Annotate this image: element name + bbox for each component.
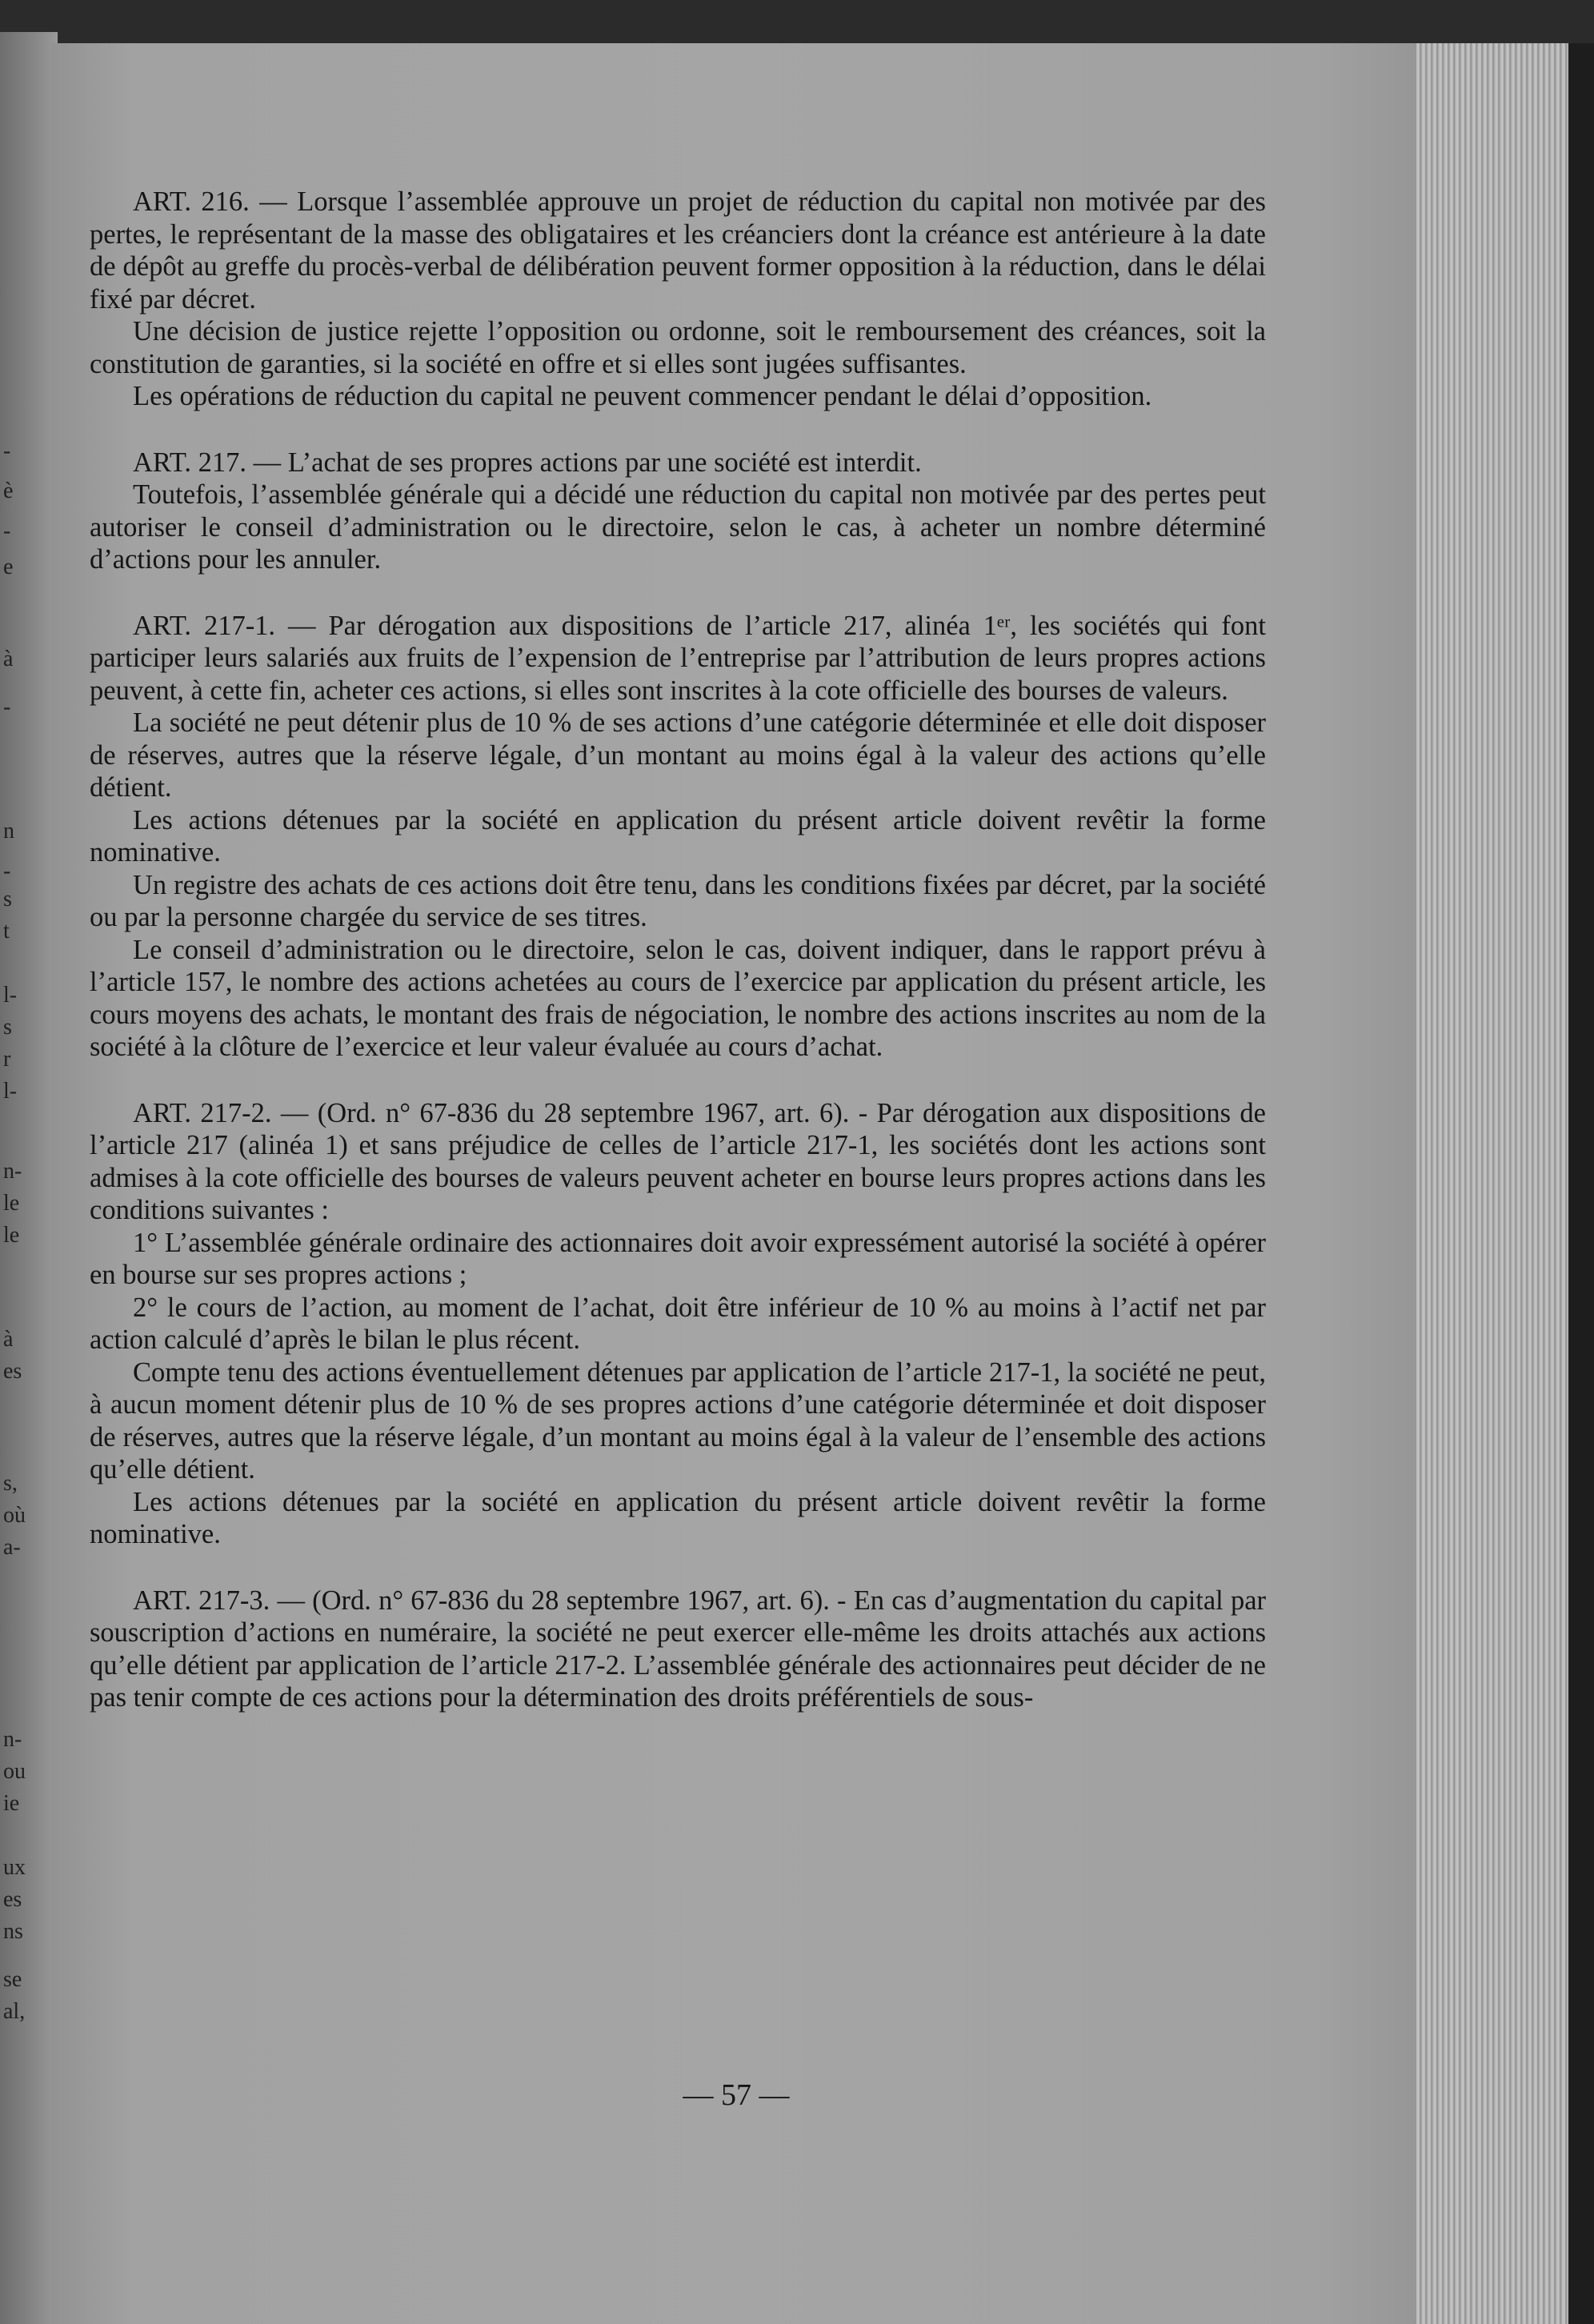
facing-page-fragment: a- [3,1535,21,1560]
facing-page-edge [0,32,58,2324]
article-217-1-paragraph-1: ART. 217-1. — Par dérogation aux dispositions de l’article 217, alinéa 1ᵉʳ, les sociétés qui font participer leurs salariés aux fruits de l’expension de l’entreprise par l’attribution de leurs propres actions peuvent, à cette fin, acheter ces actions, si elles sont inscrites à la cote officielle des bourses de valeurs. [90,610,1266,706]
facing-page-fragment: - [3,695,11,719]
article-217-3-paragraph-1: ART. 217-3. — (Ord. n° 67-836 du 28 septembre 1967, art. 6). - En cas d’augmentation du capital par souscription d’actions en numéraire, la société ne peut exercer elle-même les droits attachés aux actions qu’elle détient par application de l’article 217-2. L’assemblée générale des actionnaires peut décider de ne pas tenir compte de ces actions pour la détermination des droits préférentiels de sous- [90,1585,1266,1713]
article-217-2-item-2: 2° le cours de l’action, au moment de l’achat, doit être inférieur de 10 % au moins à l’actif net par action calculé d’après le bilan le plus récent. [90,1292,1266,1355]
page-stack-shadow [1568,43,1594,2324]
page-stack-edge [1416,43,1576,2324]
article-217-2-paragraph-4: Compte tenu des actions éventuellement détenues par application de l’article 217-1, la société ne peut, à aucun moment détenir plus de 10 % de ses propres actions d’une catégorie déterminée et doit disposer de réserves, autres que la réserve légale, d’un montant au moins égal à la valeur de l’ensemble des actions qu’elle détient. [90,1356,1266,1485]
page-body-text [90,186,1266,1714]
facing-page-fragment: n- [3,1727,22,1752]
article-217-paragraph-2: Toutefois, l’assemblée générale qui a décidé une réduction du capital non motivée par des pertes peut autoriser le conseil d’administration ou le directoire, selon le cas, à acheter un nombre déterminé d’actions pour les annuler. [90,479,1266,575]
article-217-2-item-1: 1° L’assemblée générale ordinaire des actionnaires doit avoir expressément autorisé la société à opérer en bourse sur ses propres actions ; [90,1227,1266,1290]
article-217-1-paragraph-5: Le conseil d’administration ou le directoire, selon le cas, doivent indiquer, dans le rapport prévu à l’article 157, le nombre des actions achetées au cours de l’exercice par application du présent article, les cours moyens des achats, le montant des frais de négociation, le nombre des actions inscrites au nom de la société à la clôture de l’exercice et leur valeur évaluée au cours d’achat. [90,934,1266,1062]
facing-page-fragment: al, [3,1999,26,2024]
article-217-paragraph-1: ART. 217. — L’achat de ses propres actions par une société est interdit. [133,447,922,478]
facing-page-fragment: ou [3,1759,26,1784]
facing-page-fragment: à [3,647,14,671]
facing-page-fragment: ns [3,1919,23,1944]
facing-page-fragment: - [3,439,11,463]
facing-page-fragment: s, [3,1471,18,1496]
article-217-2-paragraph-5: Les actions détenues par la société en application du présent article doivent revêtir la forme nominative. [90,1486,1266,1549]
facing-page-fragment: n- [3,1159,22,1184]
page-number: — 57 — [683,2078,790,2112]
facing-page-fragment: t [3,919,10,944]
facing-page-fragment: - [3,859,11,884]
facing-page-fragment: - [3,519,11,543]
facing-page-fragment: l- [3,983,18,1008]
facing-page-fragment: s [3,1015,12,1040]
facing-page-fragment: es [3,1359,22,1384]
facing-page-fragment: où [3,1503,26,1528]
facing-page-fragment: s [3,887,12,912]
article-216-paragraph-3: Les opérations de réduction du capital ne peuvent commencer pendant le délai d’opposition. [133,381,1152,411]
facing-page-fragment: n [3,819,14,843]
facing-page-fragment: ie [3,1791,20,1816]
article-217-1-paragraph-2: La société ne peut détenir plus de 10 % de ses actions d’une catégorie déterminée et elle doit disposer de réserves, autres que la réserve légale, d’un montant au moins égal à la valeur des actions qu’elle détient. [90,707,1266,803]
facing-page-fragment: ux [3,1855,26,1880]
facing-page-fragment: se [3,1967,22,1992]
facing-page-fragment: le [3,1191,20,1216]
article-217-1-paragraph-4: Un registre des achats de ces actions doit être tenu, dans les conditions fixées par décret, par la société ou par la personne chargée du service de ses titres. [90,869,1266,932]
facing-page-fragment: es [3,1887,22,1912]
facing-page-fragment: l- [3,1079,18,1104]
article-217-1-paragraph-3: Les actions détenues par la société en application du présent article doivent revêtir la forme nominative. [90,804,1266,867]
article-216-paragraph-1: ART. 216. — Lorsque l’assemblée approuve un projet de réduction du capital non motivée par des pertes, le représentant de la masse des obligataires et les créanciers dont la créance est antérieure à la date de dépôt au greffe du procès-verbal de délibération peuvent former opposition à la réduction, dans le délai fixé par décret. [90,186,1266,315]
article-216-paragraph-2: Une décision de justice rejette l’opposition ou ordonne, soit le remboursement des créances, soit la constitution de garanties, si la société en offre et si elles sont jugées suffisantes. [90,316,1266,379]
facing-page-fragment: r [3,1047,11,1072]
article-217-2-paragraph-1: ART. 217-2. — (Ord. n° 67-836 du 28 septembre 1967, art. 6). - Par dérogation aux dispositions de l’article 217 (alinéa 1) et sans préjudice de celles de l’article 217-1, les sociétés dont les actions sont admises à la cote officielle des bourses de valeurs peuvent acheter en bourse leurs propres actions dans les conditions suivantes : [90,1097,1266,1225]
facing-page-fragment: à [3,1327,14,1352]
facing-page-fragment: è [3,479,14,503]
facing-page-fragment: le [3,1223,20,1248]
facing-page-fragment: e [3,555,14,579]
